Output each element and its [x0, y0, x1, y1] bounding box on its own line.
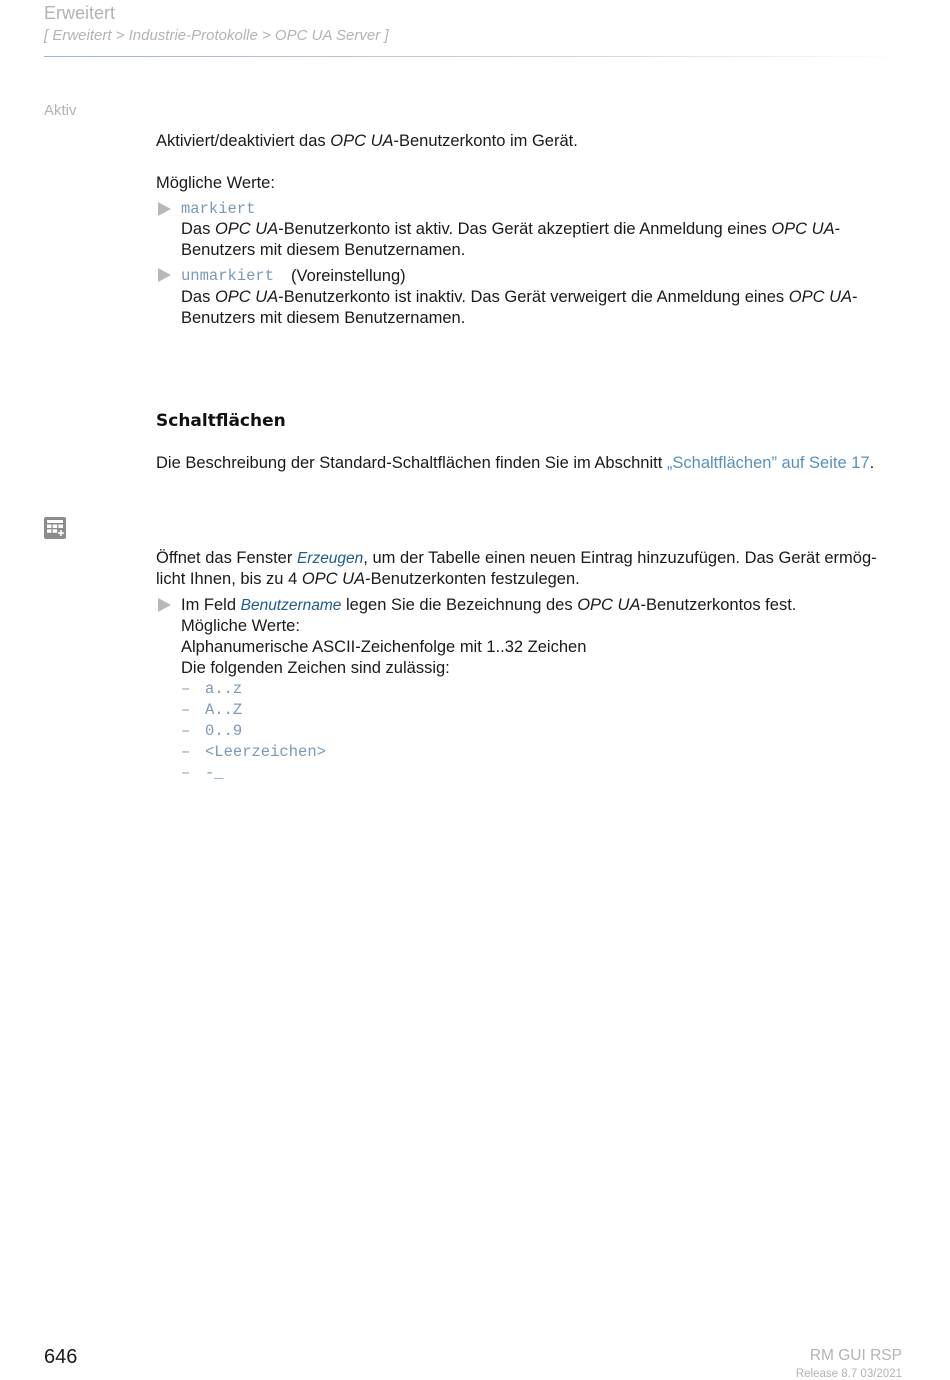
benutzername-format: Alphanumerische ASCII-Zeichenfolge mit 1..32 Zeichen [181, 638, 587, 656]
default-note: (Voreinstellung) [291, 267, 406, 285]
buttons-description: Die Beschreibung der Standard-Schaltflächen finden Sie im Abschnitt „Schaltflächen” auf Seite 17. [156, 454, 875, 472]
erzeugen-dialog-ref: Erzeugen [296, 550, 364, 567]
value-markiert-desc-line2: Benutzers mit diesem Benutzernamen. [181, 241, 466, 259]
release-info: Release 8.7 03/2021 [795, 1368, 902, 1380]
xref-link-schaltflaechen[interactable]: „Schaltflächen” auf Seite 17 [666, 454, 870, 472]
aktiv-values-label: Mögliche Werte: [156, 174, 275, 192]
value-unmarkiert-desc-line1: Das OPC UA-Benutzerkonto ist inaktiv. Das Gerät verweigert die Anmeldung eines OPC UA- [181, 288, 858, 306]
benutzername-field-ref: Benutzername [240, 597, 342, 614]
document-id: RM GUI RSP [809, 1347, 902, 1364]
value-markiert: markiert [181, 200, 256, 218]
value-unmarkiert-desc-line2: Benutzers mit diesem Benutzernamen. [181, 309, 466, 327]
breadcrumb: [ Erweitert > Industrie-Protokolle > OPC UA Server ] [44, 27, 389, 44]
value-unmarkiert: unmarkiert [181, 267, 275, 285]
table-add-icon-graphic [44, 517, 66, 539]
bullet-triangle-icon [158, 268, 171, 282]
create-desc-line1: Öffnet das Fenster Erzeugen, um der Tabelle einen neuen Eintrag hinzuzufügen. Das Gerät ermög- [156, 549, 877, 567]
benutzername-field-desc: Im Feld Benutzername legen Sie die Bezeichnung des OPC UA-Benutzerkontos fest. [181, 596, 797, 614]
create-desc-line2: licht Ihnen, bis zu 4 OPC UA-Benutzerkonten festzulegen. [156, 570, 580, 588]
allowed-chars-item: -_ [205, 764, 224, 782]
allowed-chars-item: A..Z [205, 701, 243, 719]
aktiv-side-label: Aktiv [44, 102, 77, 119]
page-number: 646 [44, 1346, 78, 1368]
bullet-triangle-icon [158, 202, 171, 216]
table-add-icon [44, 517, 66, 539]
list-dash: – [181, 701, 191, 719]
allowed-chars-item: a..z [205, 680, 243, 698]
allowed-chars-item: <Leerzeichen> [205, 743, 326, 761]
list-dash: – [181, 743, 191, 761]
aktiv-intro: Aktiviert/deaktiviert das OPC UA-Benutzerkonto im Gerät. [156, 132, 578, 150]
list-dash: – [181, 722, 191, 740]
benutzername-allowed-label: Die folgenden Zeichen sind zulässig: [181, 659, 450, 677]
benutzername-values-label: Mögliche Werte: [181, 617, 300, 635]
value-markiert-desc-line1: Das OPC UA-Benutzerkonto ist aktiv. Das Gerät akzeptiert die Anmeldung eines OPC UA- [181, 220, 841, 238]
list-dash: – [181, 764, 191, 782]
header-divider [44, 56, 906, 57]
bullet-triangle-icon [158, 598, 171, 612]
allowed-chars-item: 0..9 [205, 722, 243, 740]
chapter-title: Erweitert [44, 3, 116, 23]
section-heading-buttons: Schaltflächen [156, 411, 286, 431]
list-dash: – [181, 680, 191, 698]
